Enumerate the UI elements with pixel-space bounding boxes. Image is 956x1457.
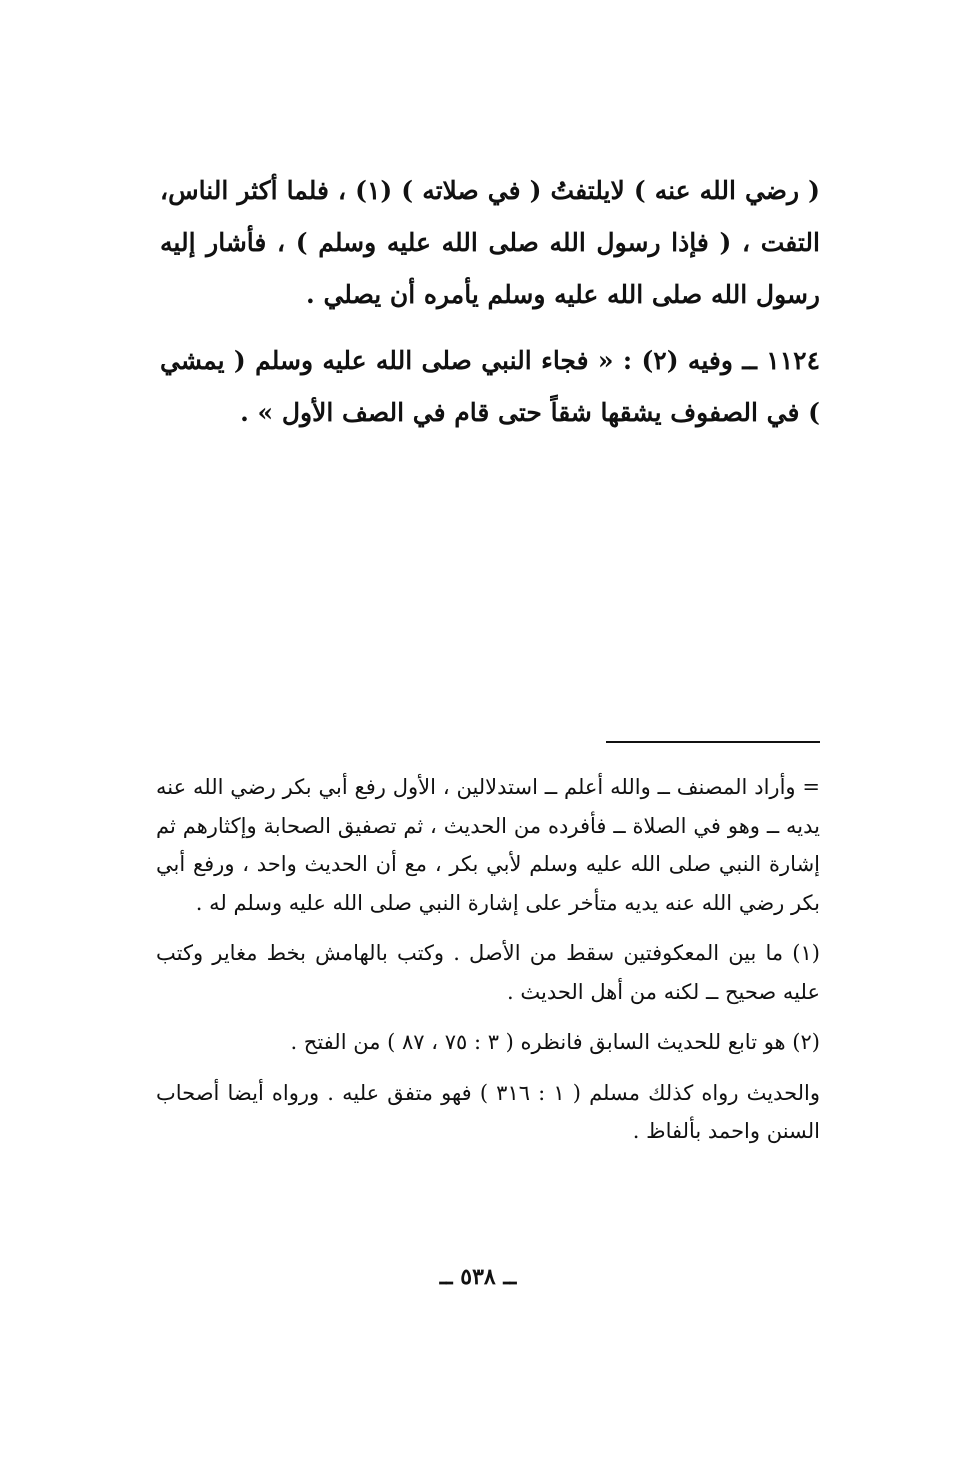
- footnote-1: (١) ما بين المعكوفتين سقط من الأصل . وكتب بالهامش بخط مغاير وكتب عليه صحيح ــ لكنه من أهل الحديث .: [156, 941, 820, 1004]
- footnote-continuation: = وأراد المصنف ــ والله أعلم ــ استدلالين ، الأول رفع أبي بكر رضي الله عنه يديه ــ وهو في الصلاة ــ فأفرده من الحديث ، ثم تصفيق الصحابة وإكثارهم ثم إشارة النبي صلى الله عليه وسلم لأبي بكر ، مع أن الحديث واحد ، ورفع أبي بكر رضي الله عنه يديه متأخر على إشارة النبي صلى الله عليه وسلم له .: [156, 775, 820, 915]
- main-paragraph-1: ( رضي الله عنه ) لايلتفتُ ( في صلاته ) (١) ، فلما أكثر الناس، التفت ، ( فإذا رسول الله صلى الله عليه وسلم ) ، فأشار إليه رسول الله صلى الله عليه وسلم يأمره أن يصلي .: [160, 176, 820, 309]
- footnote-2: (٢) هو تابع للحديث السابق فانظره ( ٣ : ٧٥ ، ٨٧ ) من الفتح .: [290, 1030, 820, 1054]
- page-number: ــ ٥٣٨ ــ: [439, 1264, 517, 1290]
- footnote-separator: [606, 741, 820, 743]
- hadith-1124-paragraph: ١١٢٤ ــ وفيه (٢) : « فجاء النبي صلى الله عليه وسلم ( يمشي ) في الصفوف يشقها شقاً حتى قام في الصف الأول » .: [160, 346, 820, 427]
- main-text: [160, 165, 820, 453]
- footnote-2-continuation: والحديث رواه كذلك مسلم ( ١ : ٣١٦ ) فهو متفق عليه . ورواه أيضا أصحاب السنن واحمد بألفاظ .: [156, 1080, 820, 1143]
- footnotes: [156, 768, 820, 1163]
